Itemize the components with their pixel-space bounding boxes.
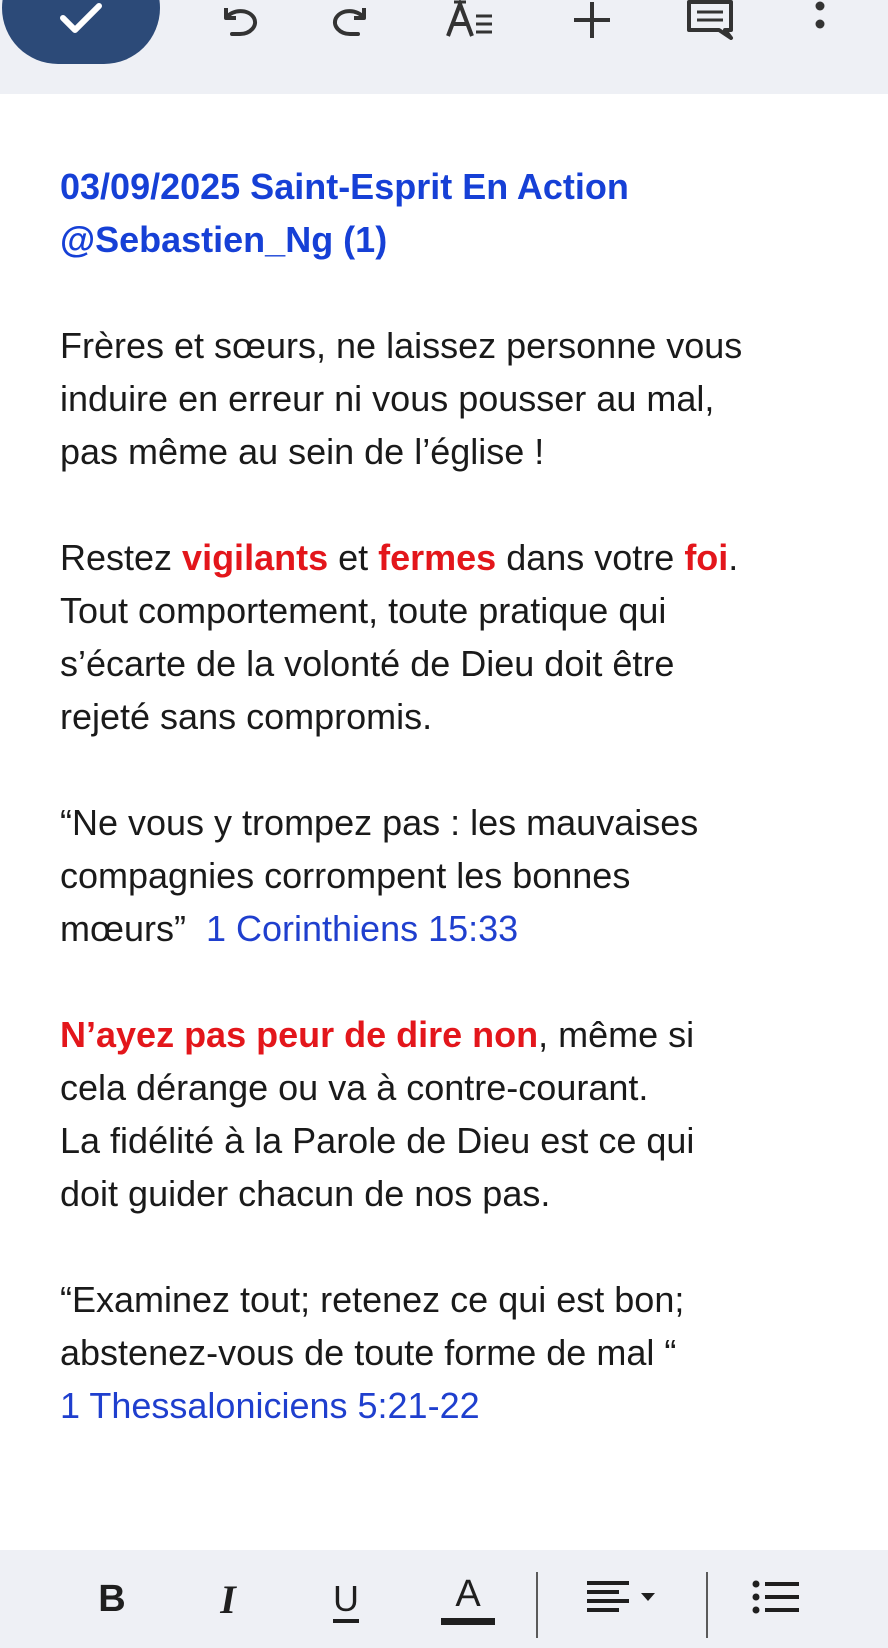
- p2-dot: .: [728, 537, 739, 578]
- p3-highlight: N’ayez pas peur de dire non: [60, 1014, 539, 1055]
- text-color-swatch: [441, 1618, 495, 1625]
- p1-line-2: induire en erreur ni vous pousser au mal,: [60, 378, 715, 419]
- undo-icon: [218, 2, 262, 38]
- insert-icon: [572, 0, 612, 40]
- done-button[interactable]: [2, 0, 160, 64]
- p2-line-4: rejeté sans compromis.: [60, 696, 433, 737]
- q1-line-2: compagnies corrompent les bonnes: [60, 855, 631, 896]
- paragraph-1: [60, 319, 850, 478]
- bold-icon: B: [98, 1577, 126, 1620]
- title-line-2: @Sebastien_Ng (1): [60, 219, 388, 260]
- q2-line-1: “Examinez tout; retenez ce qui est bon;: [60, 1279, 685, 1320]
- undo-button[interactable]: [210, 0, 270, 40]
- check-icon: [59, 1, 103, 40]
- document-title: [60, 160, 850, 266]
- document-body[interactable]: [60, 160, 850, 1485]
- q1-line-3: mœurs”: [60, 908, 206, 949]
- more-options-button[interactable]: [800, 0, 840, 40]
- insert-button[interactable]: [562, 0, 622, 40]
- italic-icon: I: [220, 1576, 236, 1622]
- bulleted-list-button[interactable]: [746, 1550, 806, 1648]
- p2-foi: foi: [684, 537, 729, 578]
- p3-rest: , même si: [538, 1014, 695, 1055]
- toolbar-divider: [536, 1572, 538, 1638]
- p3-line-4: doit guider chacun de nos pas.: [60, 1173, 551, 1214]
- q1-line-1: “Ne vous y trompez pas : les mauvaises: [60, 802, 699, 843]
- text-color-button[interactable]: [436, 1550, 500, 1648]
- text-format-button[interactable]: [440, 0, 500, 40]
- p2-vigilants: vigilants: [182, 537, 329, 578]
- p2-line-2: Tout comportement, toute pratique qui: [60, 590, 667, 631]
- align-button[interactable]: [580, 1550, 670, 1648]
- p3-line-2: cela dérange ou va à contre-courant.: [60, 1067, 649, 1108]
- underline-icon: U: [333, 1578, 359, 1619]
- comment-button[interactable]: [680, 0, 740, 40]
- q2-reference: 1 Thessaloniciens 5:21-22: [60, 1385, 480, 1426]
- title-line-1: 03/09/2025 Saint-Esprit En Action: [60, 166, 629, 207]
- p2-line-3: s’écarte de la volonté de Dieu doit être: [60, 643, 675, 684]
- italic-button[interactable]: [198, 1550, 258, 1648]
- paragraph-3: [60, 1008, 850, 1220]
- toolbar-divider-2: [706, 1572, 708, 1638]
- p2-et: et: [328, 537, 379, 578]
- p2-dans: dans votre: [496, 537, 685, 578]
- align-icon: [585, 1577, 665, 1622]
- underline-button[interactable]: [316, 1550, 376, 1648]
- p2-fermes: fermes: [378, 537, 497, 578]
- quote-2: [60, 1273, 850, 1432]
- bulleted-list-icon: [751, 1577, 801, 1622]
- bold-button[interactable]: [82, 1550, 142, 1648]
- redo-icon: [328, 2, 372, 38]
- redo-button[interactable]: [320, 0, 380, 40]
- format-toolbar: [0, 1550, 888, 1648]
- quote-1: [60, 796, 850, 955]
- text-color-icon: A: [455, 1572, 481, 1615]
- top-toolbar: [0, 0, 888, 94]
- q1-reference: 1 Corinthiens 15:33: [205, 908, 519, 949]
- comment-icon: [685, 0, 735, 40]
- q2-line-2: abstenez-vous de toute forme de mal “: [60, 1332, 677, 1373]
- more-vert-icon: [814, 0, 826, 40]
- p1-line-3: pas même au sein de l’église !: [60, 431, 545, 472]
- p3-line-3: La fidélité à la Parole de Dieu est ce qui: [60, 1120, 695, 1161]
- text-format-icon: [444, 0, 496, 40]
- p2-restez: Restez: [60, 537, 183, 578]
- paragraph-2: [60, 531, 850, 743]
- p1-line-1: Frères et sœurs, ne laissez personne vous: [60, 325, 743, 366]
